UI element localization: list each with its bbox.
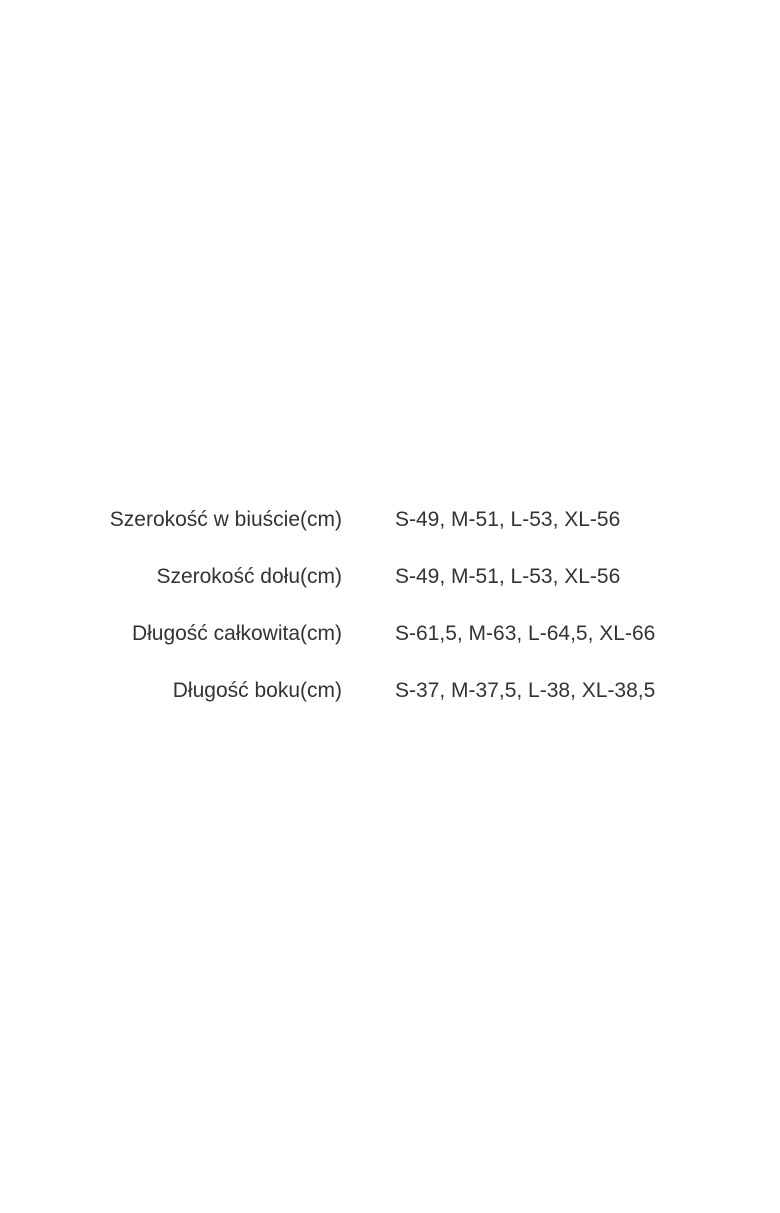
row-label: Długość całkowita(cm) (131, 622, 342, 645)
size-table (0, 503, 780, 731)
row-values: S-61,5, M-63, L-64,5, XL-66 (395, 622, 656, 645)
row-label: Szerokość dołu(cm) (156, 565, 342, 588)
row-values: S-37, M-37,5, L-38, XL-38,5 (395, 679, 656, 702)
size-row-bottom-width (0, 560, 780, 617)
row-values: S-49, M-51, L-53, XL-56 (395, 565, 621, 588)
size-row-bust-width (0, 503, 780, 560)
size-row-total-length (0, 617, 780, 674)
size-row-side-length (0, 674, 780, 731)
row-values: S-49, M-51, L-53, XL-56 (395, 508, 621, 531)
row-label: Długość boku(cm) (172, 679, 342, 702)
row-label: Szerokość w biuście(cm) (109, 508, 342, 531)
